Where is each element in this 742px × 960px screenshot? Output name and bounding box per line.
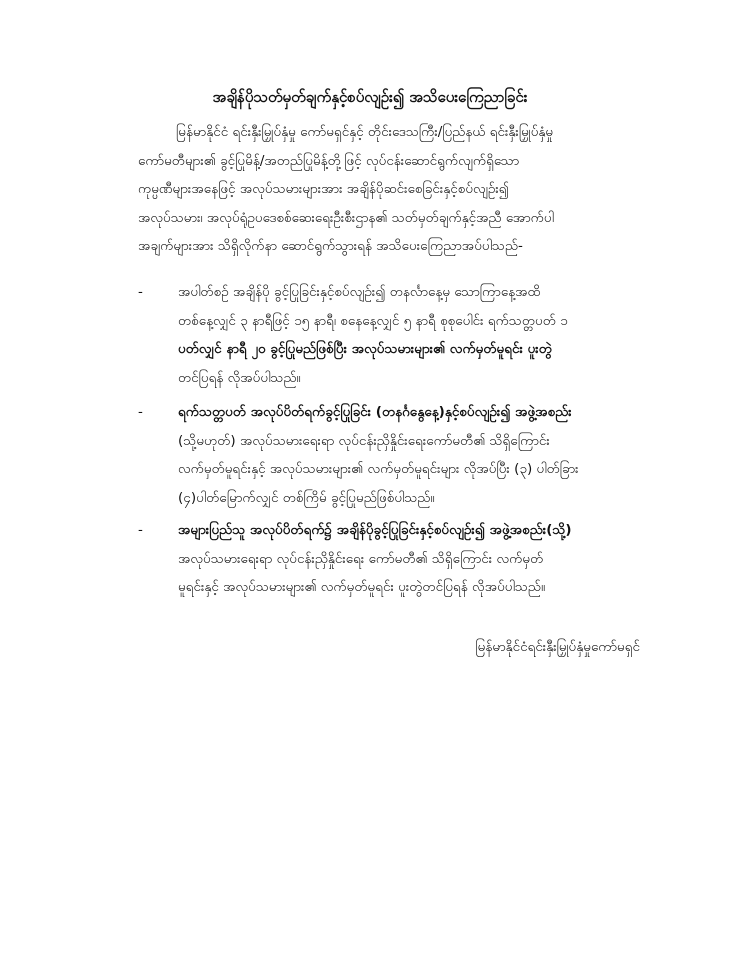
list-item-body — [178, 278, 618, 392]
list-item-line: မူရင်းနှင့် အလုပ်သမားများ၏ လက်မှတ်မူရင်း ပူးတွဲတင်ပြရန် လိုအပ်ပါသည်။ — [178, 579, 546, 595]
list-item-line: (သို့မဟုတ်) အလုပ်သမားရေးရာ လုပ်ငန်းညှိနှိုင်းရေးကော်မတီ၏ သိရှိကြောင်း — [178, 432, 550, 449]
bullet-dash: - — [138, 284, 143, 300]
intro-line: ကုမ္ပဏီများအနေဖြင့် အလုပ်သမားများအား အချိန်ပိုဆင်းစေခြင်းနှင့်စပ်လျဉ်း၍ — [138, 181, 509, 197]
intro-paragraph — [138, 118, 616, 261]
list-item-line: ပတ်လျှင် နာရီ ၂၀ ခွင့်ပြုမည်ဖြစ်ပြီး အလုပ်သမားများ၏ လက်မှတ်မူရင်း ပူးတွဲ — [178, 341, 552, 357]
list-item-line: အလုပ်သမားရေးရာ လုပ်ငန်းညှိနှိုင်းရေး ကော်မတီ၏ သိရှိကြောင်း လက်မှတ် — [178, 550, 544, 567]
list-item-body — [178, 398, 618, 512]
list-item-body — [178, 516, 618, 602]
bullet-dash: - — [138, 522, 143, 538]
bullet-dash: - — [138, 404, 143, 420]
list-item-line: အပါတ်စဉ် အချိန်ပို ခွင့်ပြုခြင်းနှင့်စပ်လျဉ်း၍ တနင်္လာနေ့မှ သောကြာနေ့အထိ — [178, 284, 541, 300]
intro-line: ကော်မတီများ၏ ခွင့်ပြုမိန့်/အတည်ပြုမိန့်တို့ဖြင့် လုပ်ငန်းဆောင်ရွက်လျက်ရှိသော — [138, 152, 520, 169]
intro-line: အလုပ်သမား၊ အလုပ်ရုံဥပဒေစစ်ဆေးရေးဦးစီးဌာန၏ သတ်မှတ်ချက်နှင့်အညီ အောက်ပါ — [138, 209, 554, 226]
document-title: အချိန်ပိုသတ်မှတ်ချက်နှင့်စပ်လျဉ်း၍ အသိပေးကြေညာခြင်း — [212, 88, 528, 106]
list-item-line: တင်ပြရန် လိုအပ်ပါသည်။ — [178, 369, 301, 386]
intro-line: မြန်မာနိုင်ငံ ရင်းနှီးမြှုပ်နှံမှု ကော်မရှင်နှင့် တိုင်းဒေသကြီး/ပြည်နယ် ရင်းနှီးမြှုပ်နှံမှု — [176, 124, 554, 140]
list-item-line: တစ်နေ့လျှင် ၃ နာရီဖြင့် ၁၅ နာရီ၊ စနေနေ့လျှင် ၅ နာရီ စုစုပေါင်း ရက်သတ္တပတ် ၁ — [178, 312, 568, 329]
list-item-line: အများပြည်သူ အလုပ်ပိတ်ရက်၌ အချိန်ပိုခွင့်ပြုခြင်းနှင့်စပ်လျဉ်း၍ အဖွဲ့အစည်း(သို့) — [178, 522, 572, 538]
list-item-line: (၄)ပါတ်မြောက်လျှင် တစ်ကြိမ် ခွင့်ပြုမည်ဖြစ်ပါသည်။ — [178, 489, 435, 506]
list-item-line: လက်မှတ်မူရင်းနှင့် အလုပ်သမားများ၏ လက်မှတ်မူရင်းများ လိုအပ်ပြီး (၃) ပါတ်ခြား — [178, 461, 579, 477]
list-item-line: ရက်သတ္တပတ် အလုပ်ပိတ်ရက်ခွင့်ပြုခြင်း (တနင်္ဂနွေနေ့)နှင့်စပ်လျဉ်း၍ အဖွဲ့အစည်း — [178, 404, 572, 420]
signature-line: မြန်မာနိုင်ငံရင်းနှီးမြှုပ်နှံမှုကော်မရှင် — [475, 639, 640, 655]
intro-line: အချက်များအား သိရှိလိုက်နာ ဆောင်ရွက်သွားရန် အသိပေးကြေညာအပ်ပါသည်- — [138, 238, 523, 254]
